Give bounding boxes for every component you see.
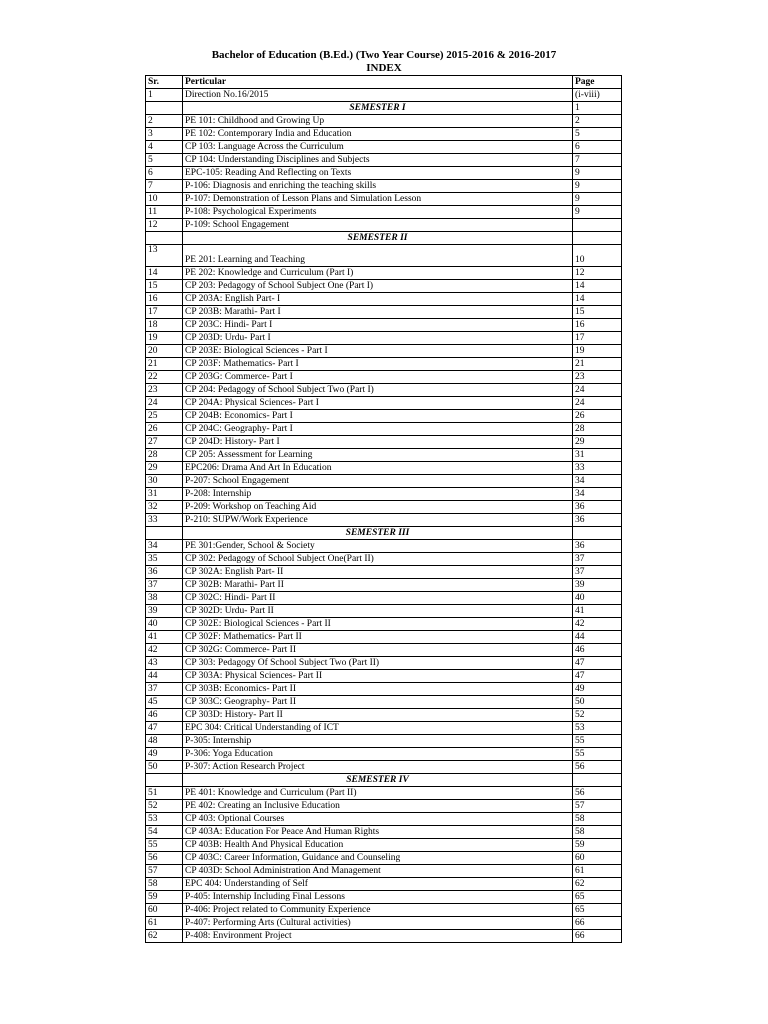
sr-cell: 11 xyxy=(146,206,183,219)
table-row xyxy=(146,89,622,102)
table-row xyxy=(146,852,622,865)
semester-sr-cell xyxy=(146,527,183,540)
sr-cell: 26 xyxy=(146,423,183,436)
page-cell: 33 xyxy=(573,462,622,475)
page-cell xyxy=(573,527,622,540)
table-row xyxy=(146,566,622,579)
page-cell: 40 xyxy=(573,592,622,605)
column-header-sr: Sr. xyxy=(146,76,183,89)
semester-sr-cell xyxy=(146,774,183,787)
semester-heading: SEMESTER I xyxy=(183,102,573,115)
table-row xyxy=(146,579,622,592)
sr-cell: 21 xyxy=(146,358,183,371)
page-cell: 65 xyxy=(573,904,622,917)
page-cell: 17 xyxy=(573,332,622,345)
page-cell: 9 xyxy=(573,193,622,206)
particular-cell: EPC-105: Reading And Reflecting on Texts xyxy=(183,167,573,180)
page-cell: 58 xyxy=(573,826,622,839)
sr-cell: 41 xyxy=(146,631,183,644)
sr-cell: 20 xyxy=(146,345,183,358)
table-row xyxy=(146,605,622,618)
sr-cell: 47 xyxy=(146,722,183,735)
particular-cell: P-106: Diagnosis and enriching the teaching skills xyxy=(183,180,573,193)
particular-cell: CP 303A: Physical Sciences- Part II xyxy=(183,670,573,683)
page-cell: 37 xyxy=(573,566,622,579)
table-row xyxy=(146,592,622,605)
table-row xyxy=(146,371,622,384)
sr-cell: 31 xyxy=(146,488,183,501)
particular-cell: CP 302D: Urdu- Part II xyxy=(183,605,573,618)
page-cell: 9 xyxy=(573,206,622,219)
semester-sr-cell xyxy=(146,232,183,245)
particular-cell: CP 203: Pedagogy of School Subject One (Part I) xyxy=(183,280,573,293)
semester-heading-row xyxy=(146,527,622,540)
page-cell: 7 xyxy=(573,154,622,167)
table-row xyxy=(146,280,622,293)
sr-cell: 46 xyxy=(146,709,183,722)
sr-cell: 14 xyxy=(146,267,183,280)
table-row xyxy=(146,878,622,891)
table-row xyxy=(146,154,622,167)
particular-cell: CP 104: Understanding Disciplines and Subjects xyxy=(183,154,573,167)
page-cell: 44 xyxy=(573,631,622,644)
table-row xyxy=(146,193,622,206)
page-cell: 29 xyxy=(573,436,622,449)
table-row xyxy=(146,735,622,748)
particular-cell: P-406: Project related to Community Experience xyxy=(183,904,573,917)
particular-cell: PE 101: Childhood and Growing Up xyxy=(183,115,573,128)
sr-cell: 60 xyxy=(146,904,183,917)
page-cell: 52 xyxy=(573,709,622,722)
particular-cell: CP 403C: Career Information, Guidance and Counseling xyxy=(183,852,573,865)
page-cell: 57 xyxy=(573,800,622,813)
sr-cell: 33 xyxy=(146,514,183,527)
table-row xyxy=(146,839,622,852)
page-cell: 2 xyxy=(573,115,622,128)
sr-cell: 62 xyxy=(146,930,183,943)
table-row xyxy=(146,332,622,345)
particular-cell: P-107: Demonstration of Lesson Plans and Simulation Lesson xyxy=(183,193,573,206)
page-cell: 12 xyxy=(573,267,622,280)
particular-cell: PE 202: Knowledge and Curriculum (Part I) xyxy=(183,267,573,280)
particular-cell: EPC 304: Critical Understanding of ICT xyxy=(183,722,573,735)
page-cell: 65 xyxy=(573,891,622,904)
page-cell: 62 xyxy=(573,878,622,891)
page-cell: 15 xyxy=(573,306,622,319)
table-row xyxy=(146,128,622,141)
sr-cell: 53 xyxy=(146,813,183,826)
page-cell: 47 xyxy=(573,670,622,683)
sr-cell: 24 xyxy=(146,397,183,410)
particular-cell: CP 203D: Urdu- Part I xyxy=(183,332,573,345)
page-cell: 23 xyxy=(573,371,622,384)
page-cell: 34 xyxy=(573,488,622,501)
page-cell: 36 xyxy=(573,514,622,527)
page-cell xyxy=(573,774,622,787)
sr-cell: 45 xyxy=(146,696,183,709)
table-header-row xyxy=(146,76,622,89)
particular-cell: CP 203B: Marathi- Part I xyxy=(183,306,573,319)
page-cell: 34 xyxy=(573,475,622,488)
table-row xyxy=(146,930,622,943)
table-row xyxy=(146,800,622,813)
page-cell: 24 xyxy=(573,384,622,397)
page-cell: 28 xyxy=(573,423,622,436)
sr-cell: 58 xyxy=(146,878,183,891)
table-row xyxy=(146,670,622,683)
table-row xyxy=(146,167,622,180)
sr-cell: 6 xyxy=(146,167,183,180)
table-row xyxy=(146,787,622,800)
page-cell: 47 xyxy=(573,657,622,670)
document-title: Bachelor of Education (B.Ed.) (Two Year Course) 2015-2016 & 2016-2017 xyxy=(211,49,557,61)
sr-cell: 40 xyxy=(146,618,183,631)
particular-cell: CP 302A: English Part- II xyxy=(183,566,573,579)
particular-cell: PE 201: Learning and Teaching xyxy=(183,245,573,267)
semester-heading-row xyxy=(146,774,622,787)
particular-cell: CP 403: Optional Courses xyxy=(183,813,573,826)
particular-cell: CP 302C: Hindi- Part II xyxy=(183,592,573,605)
table-row xyxy=(146,319,622,332)
sr-cell: 1 xyxy=(146,89,183,102)
sr-cell: 10 xyxy=(146,193,183,206)
particular-cell: CP 303: Pedagogy Of School Subject Two (Part II) xyxy=(183,657,573,670)
particular-cell: CP 403B: Health And Physical Education xyxy=(183,839,573,852)
particular-cell: CP 302G: Commerce- Part II xyxy=(183,644,573,657)
table-row xyxy=(146,206,622,219)
page-cell: 5 xyxy=(573,128,622,141)
page-cell: 36 xyxy=(573,501,622,514)
semester-heading-row xyxy=(146,102,622,115)
sr-cell: 59 xyxy=(146,891,183,904)
table-row xyxy=(146,475,622,488)
page-cell: 9 xyxy=(573,167,622,180)
particular-cell: CP 302E: Biological Sciences - Part II xyxy=(183,618,573,631)
particular-cell: CP 303B: Economics- Part II xyxy=(183,683,573,696)
sr-cell: 12 xyxy=(146,219,183,232)
page-cell: 46 xyxy=(573,644,622,657)
index-table-body xyxy=(146,89,622,943)
table-row xyxy=(146,115,622,128)
table-row xyxy=(146,345,622,358)
particular-cell: P-108: Psychological Experiments xyxy=(183,206,573,219)
sr-cell: 50 xyxy=(146,761,183,774)
table-row xyxy=(146,761,622,774)
particular-cell: CP 403D: School Administration And Management xyxy=(183,865,573,878)
table-row xyxy=(146,449,622,462)
sr-cell: 37 xyxy=(146,579,183,592)
table-row xyxy=(146,358,622,371)
page-cell: 37 xyxy=(573,553,622,566)
particular-cell: CP 204: Pedagogy of School Subject Two (Part I) xyxy=(183,384,573,397)
particular-cell: CP 303C: Geography- Part II xyxy=(183,696,573,709)
table-row xyxy=(146,219,622,232)
page-cell: 55 xyxy=(573,735,622,748)
particular-cell: P-207: School Engagement xyxy=(183,475,573,488)
page-cell: 26 xyxy=(573,410,622,423)
table-row xyxy=(146,293,622,306)
semester-heading: SEMESTER II xyxy=(183,232,573,245)
semester-heading: SEMESTER III xyxy=(183,527,573,540)
particular-cell: CP 204C: Geography- Part I xyxy=(183,423,573,436)
page-cell: 31 xyxy=(573,449,622,462)
sr-cell: 34 xyxy=(146,540,183,553)
table-row xyxy=(146,245,622,267)
sr-cell: 7 xyxy=(146,180,183,193)
table-row xyxy=(146,618,622,631)
table-row xyxy=(146,180,622,193)
page-cell: 14 xyxy=(573,280,622,293)
particular-cell: CP 204B: Economics- Part I xyxy=(183,410,573,423)
particular-cell: P-306: Yoga Education xyxy=(183,748,573,761)
page-cell: 9 xyxy=(573,180,622,193)
sr-cell: 13 xyxy=(146,245,183,267)
sr-cell: 15 xyxy=(146,280,183,293)
page-cell: 53 xyxy=(573,722,622,735)
particular-cell: CP 203F: Mathematics- Part I xyxy=(183,358,573,371)
sr-cell: 37 xyxy=(146,683,183,696)
sr-cell: 43 xyxy=(146,657,183,670)
particular-cell: PE 102: Contemporary India and Education xyxy=(183,128,573,141)
particular-cell: P-109: School Engagement xyxy=(183,219,573,232)
particular-cell: P-209: Workshop on Teaching Aid xyxy=(183,501,573,514)
page-cell: 66 xyxy=(573,930,622,943)
sr-cell: 54 xyxy=(146,826,183,839)
page-cell: 1 xyxy=(573,102,622,115)
table-row xyxy=(146,501,622,514)
sr-cell: 44 xyxy=(146,670,183,683)
sr-cell: 30 xyxy=(146,475,183,488)
page-cell: 6 xyxy=(573,141,622,154)
particular-cell: CP 203E: Biological Sciences - Part I xyxy=(183,345,573,358)
table-row xyxy=(146,384,622,397)
sr-cell: 36 xyxy=(146,566,183,579)
page-cell: 24 xyxy=(573,397,622,410)
page-cell: 55 xyxy=(573,748,622,761)
particular-cell: CP 103: Language Across the Curriculum xyxy=(183,141,573,154)
semester-sr-cell xyxy=(146,102,183,115)
page-cell: 58 xyxy=(573,813,622,826)
table-row xyxy=(146,826,622,839)
semester-heading-row xyxy=(146,232,622,245)
sr-cell: 16 xyxy=(146,293,183,306)
particular-cell: EPC206: Drama And Art In Education xyxy=(183,462,573,475)
page-cell xyxy=(573,232,622,245)
sr-cell: 35 xyxy=(146,553,183,566)
particular-cell: PE 402: Creating an Inclusive Education xyxy=(183,800,573,813)
table-row xyxy=(146,540,622,553)
particular-cell: CP 205: Assessment for Learning xyxy=(183,449,573,462)
particular-cell: CP 302F: Mathematics- Part II xyxy=(183,631,573,644)
table-row xyxy=(146,722,622,735)
table-row xyxy=(146,631,622,644)
table-row xyxy=(146,397,622,410)
particular-cell: CP 403A: Education For Peace And Human Rights xyxy=(183,826,573,839)
particular-cell: CP 204D: History- Part I xyxy=(183,436,573,449)
table-row xyxy=(146,683,622,696)
table-row xyxy=(146,709,622,722)
table-row xyxy=(146,748,622,761)
table-row xyxy=(146,267,622,280)
page-cell: (i-viii) xyxy=(573,89,622,102)
particular-cell: CP 302: Pedagogy of School Subject One(Part II) xyxy=(183,553,573,566)
particular-cell: CP 203G: Commerce- Part I xyxy=(183,371,573,384)
page-cell: 59 xyxy=(573,839,622,852)
sr-cell: 56 xyxy=(146,852,183,865)
page-cell: 21 xyxy=(573,358,622,371)
particular-cell: P-405: Internship Including Final Lessons xyxy=(183,891,573,904)
sr-cell: 3 xyxy=(146,128,183,141)
page-cell: 39 xyxy=(573,579,622,592)
particular-cell: P-307: Action Research Project xyxy=(183,761,573,774)
sr-cell: 28 xyxy=(146,449,183,462)
sr-cell: 25 xyxy=(146,410,183,423)
table-row xyxy=(146,462,622,475)
table-row xyxy=(146,865,622,878)
table-row xyxy=(146,696,622,709)
table-row xyxy=(146,514,622,527)
sr-cell: 19 xyxy=(146,332,183,345)
sr-cell: 22 xyxy=(146,371,183,384)
particular-cell: P-408: Environment Project xyxy=(183,930,573,943)
page-cell xyxy=(573,219,622,232)
column-header-particular: Perticular xyxy=(183,76,573,89)
sr-cell: 48 xyxy=(146,735,183,748)
sr-cell: 17 xyxy=(146,306,183,319)
table-row xyxy=(146,410,622,423)
sr-cell: 27 xyxy=(146,436,183,449)
sr-cell: 57 xyxy=(146,865,183,878)
table-row xyxy=(146,306,622,319)
particular-cell: P-208: Internship xyxy=(183,488,573,501)
particular-cell: P-210: SUPW/Work Experience xyxy=(183,514,573,527)
sr-cell: 52 xyxy=(146,800,183,813)
page-cell: 41 xyxy=(573,605,622,618)
sr-cell: 38 xyxy=(146,592,183,605)
page-cell: 49 xyxy=(573,683,622,696)
sr-cell: 42 xyxy=(146,644,183,657)
page-cell: 16 xyxy=(573,319,622,332)
particular-cell: CP 302B: Marathi- Part II xyxy=(183,579,573,592)
sr-cell: 61 xyxy=(146,917,183,930)
page-cell: 60 xyxy=(573,852,622,865)
page-cell: 66 xyxy=(573,917,622,930)
page-cell: 42 xyxy=(573,618,622,631)
sr-cell: 32 xyxy=(146,501,183,514)
document-subtitle: INDEX xyxy=(366,62,402,74)
column-header-page: Page xyxy=(573,76,622,89)
sr-cell: 49 xyxy=(146,748,183,761)
particular-cell: PE 301:Gender, School & Society xyxy=(183,540,573,553)
page-cell: 56 xyxy=(573,787,622,800)
particular-cell: CP 303D: History- Part II xyxy=(183,709,573,722)
sr-cell: 18 xyxy=(146,319,183,332)
sr-cell: 4 xyxy=(146,141,183,154)
particular-cell: EPC 404: Understanding of Self xyxy=(183,878,573,891)
sr-cell: 55 xyxy=(146,839,183,852)
page-cell: 10 xyxy=(573,245,622,267)
table-row xyxy=(146,436,622,449)
table-row xyxy=(146,813,622,826)
page-cell: 50 xyxy=(573,696,622,709)
page-cell: 56 xyxy=(573,761,622,774)
sr-cell: 39 xyxy=(146,605,183,618)
page-cell: 36 xyxy=(573,540,622,553)
particular-cell: Direction No.16/2015 xyxy=(183,89,573,102)
page-cell: 14 xyxy=(573,293,622,306)
semester-heading: SEMESTER IV xyxy=(183,774,573,787)
particular-cell: PE 401: Knowledge and Curriculum (Part II) xyxy=(183,787,573,800)
particular-cell: CP 203A: English Part- I xyxy=(183,293,573,306)
table-row xyxy=(146,644,622,657)
particular-cell: CP 203C: Hindi- Part I xyxy=(183,319,573,332)
particular-cell: CP 204A: Physical Sciences- Part I xyxy=(183,397,573,410)
sr-cell: 23 xyxy=(146,384,183,397)
sr-cell: 5 xyxy=(146,154,183,167)
table-row xyxy=(146,904,622,917)
table-row xyxy=(146,891,622,904)
sr-cell: 29 xyxy=(146,462,183,475)
table-row xyxy=(146,423,622,436)
particular-cell: P-305: Internship xyxy=(183,735,573,748)
page-cell: 19 xyxy=(573,345,622,358)
table-row xyxy=(146,553,622,566)
table-row xyxy=(146,657,622,670)
table-row xyxy=(146,488,622,501)
table-row xyxy=(146,917,622,930)
particular-cell: P-407: Performing Arts (Cultural activities) xyxy=(183,917,573,930)
page-cell: 61 xyxy=(573,865,622,878)
index-table xyxy=(145,75,622,943)
table-row xyxy=(146,141,622,154)
sr-cell: 2 xyxy=(146,115,183,128)
sr-cell: 51 xyxy=(146,787,183,800)
